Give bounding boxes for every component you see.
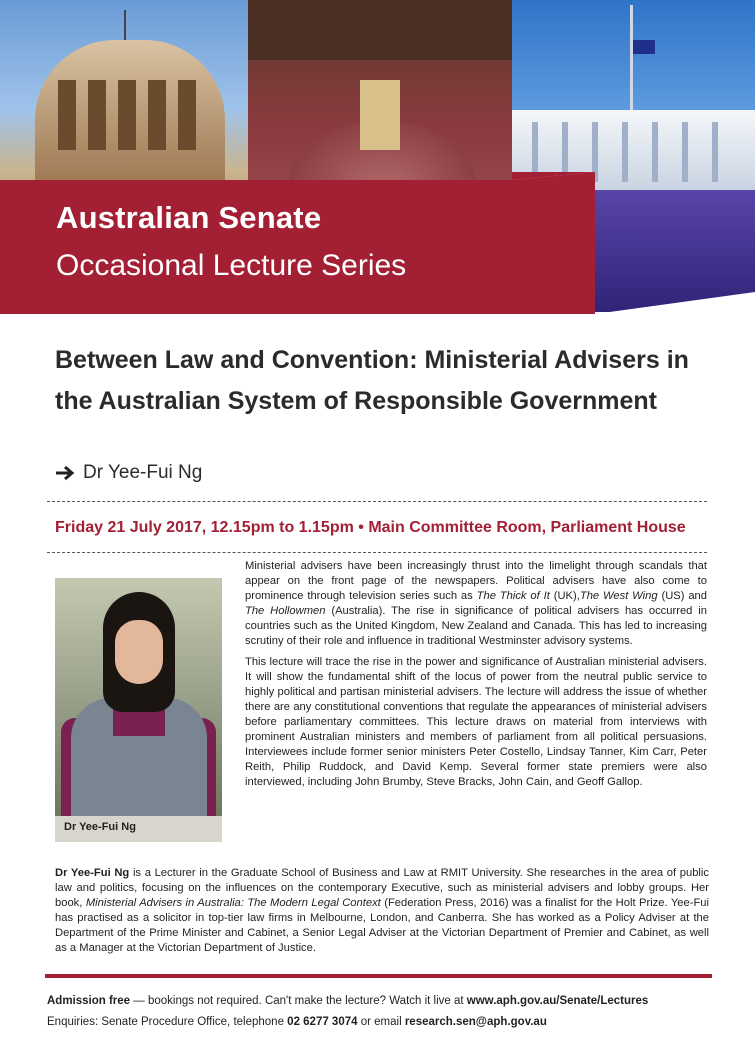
event-info: Friday 21 July 2017, 12.15pm to 1.15pm • Main Committee Room, Parliament House — [55, 519, 686, 536]
abstract-paragraph: Ministerial advisers have been increasingly thrust into the limelight through scandals that appear on the front page of the newspapers. Political advisers have also come to prominence through television series such as The Thick of It (UK),The West Wing (US) and The Hollowmen (Australia). The rise in significance of political advisers has occurred in countries such as the United Kingdom, New Zealand and Canada. This has led to increasing scrutiny of their role and influence in traditional Westminster advisory systems. — [245, 560, 708, 647]
series-title: Australian Senate — [56, 200, 322, 235]
email-link[interactable]: research.sen@aph.gov.au — [404, 1016, 547, 1028]
footer-divider — [45, 974, 712, 978]
lecture-abstract — [245, 559, 707, 796]
bio-name: Dr Yee-Fui Ng — [55, 867, 130, 879]
speaker-line — [55, 462, 202, 484]
watch-live-link[interactable]: www.aph.gov.au/Senate/Lectures — [466, 995, 649, 1007]
speaker-name: Dr Yee-Fui Ng — [83, 462, 203, 483]
phone-number: 02 6277 3074 — [287, 1016, 358, 1028]
title-banner — [0, 172, 755, 314]
portrait-caption: Dr Yee-Fui Ng — [64, 821, 136, 833]
lecture-title: Between Law and Convention: Ministerial Advisers in the Australian System of Responsible Government — [55, 346, 689, 415]
divider — [47, 552, 707, 553]
divider — [47, 501, 707, 502]
abstract-paragraph: This lecture will trace the rise in the power and significance of Australian ministerial advisers. It will show the fundamental shift of the locus of power from the neutral public service to highly political and partisan ministerial advisers. The lecture will address the issue of whether there are any constitutional conventions that regulate the appearances of ministerial advisers before parliamentary committees. This lecture draws on material from interviews with prominent Australian ministers and members of parliament from all political persuasions. Interviewees include former senior ministers Peter Costello, Lindsay Tanner, Kim Carr, Peter Reith, Philip Ruddock, and David Kemp. Several former state premiers were also interviewed, including John Brumby, Steve Bracks, John Cain, and Geoff Gallop. — [245, 656, 707, 788]
speaker-portrait-photo — [55, 578, 222, 816]
arrow-right-icon — [55, 465, 75, 481]
enquiries-line: Enquiries: Senate Procedure Office, telephone 02 6277 3074 or email research.sen@aph.gov.au — [47, 1016, 547, 1028]
footer — [47, 991, 727, 1033]
series-subtitle: Occasional Lecture Series — [56, 249, 407, 282]
book-title: Ministerial Advisers in Australia: The Modern Legal Context — [85, 897, 381, 909]
admission-line: Admission free — bookings not required. Can't make the lecture? Watch it live at www.aph.gov.au/Senate/Lectures — [47, 995, 649, 1007]
speaker-portrait-box — [55, 578, 222, 842]
speaker-bio: Dr Yee-Fui Ng is a Lecturer in the Graduate School of Business and Law at RMIT University. She researches in the area of public law and politics, focusing on the influences on the contemporary Executive, such as ministerial advisers and lobby groups. Her book, Ministerial Advisers in Australia: The Modern Legal Context (Federation Press, 2016) was a finalist for the Holt Prize. Yee-Fui has practised as a solicitor in top-tier law firms in Melbourne, London, and Canberra. She has worked as a Policy Adviser at the Department of the Prime Minister and Cabinet, a Senior Legal Adviser at the Victorian Department of Premier and Cabinet, as well as a Manager at the Victorian Department of Justice. — [55, 867, 709, 954]
